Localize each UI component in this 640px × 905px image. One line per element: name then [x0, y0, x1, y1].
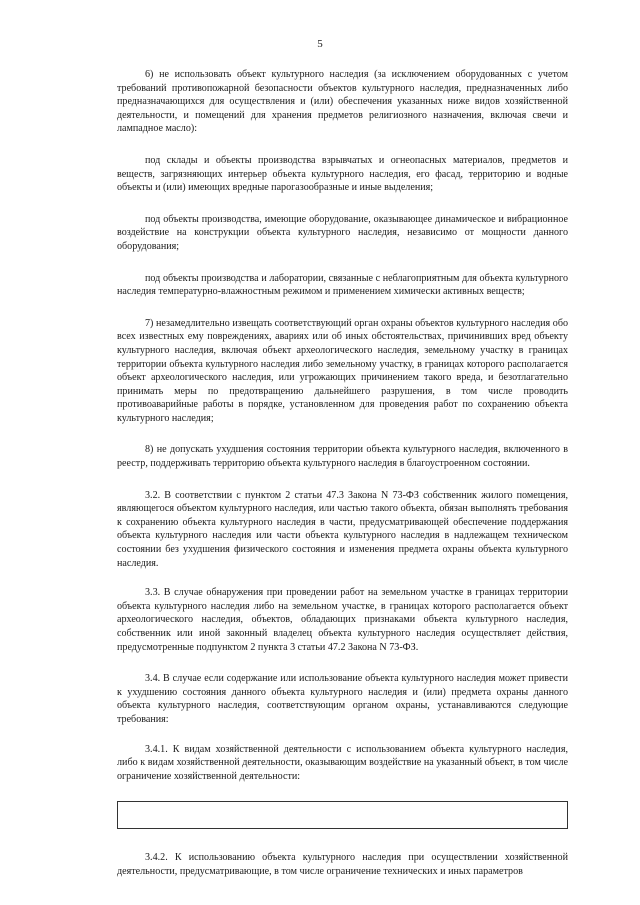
paragraph-7: 7) незамедлительно извещать соответствующий орган охраны объектов культурного наследия обо всех известных ему повреждениях, авариях или об иных обстоятельствах, причинивших вред объекту культурного наследия, включая объект археологического наследия, земельному участку в границах территории объекта культурного наследия либо земельному участку, в границах которого располагается объект археологического наследия, или угрожающих причинением такого вреда, и безотлагательно принимать меры по предотвращению дальнейшего разрушения, в том числе проводить противоаварийные работы в порядке, установленном для проведения работ по сохранению объекта культурного наследия;	[117, 317, 568, 424]
paragraph-3-4-1: 3.4.1. К видам хозяйственной деятельности с использованием объекта культурного наследия, либо к видам хозяйственной деятельности, оказывающим воздействие на указанный объект, в том числе ограничение хозяйственной деятельности:	[117, 743, 568, 782]
paragraph-3-4: 3.4. В случае если содержание или использование объекта культурного наследия может привести к ухудшению состояния данного объекта культурного наследия и (или) предмета охраны данного объекта культурного наследия, соответствующим органом охраны, устанавливаются следующие требования:	[117, 673, 568, 725]
paragraph-3-3: 3.3. В случае обнаружения при проведении работ на земельном участке в границах территории объекта культурного наследия либо на земельном участке, в границах которого располагается объект археологического наследия, объектов, обладающих признаками объекта культурного наследия, собственник или иной законный владелец объекта культурного наследия осуществляет действия, предусмотренные подпунктом 2 пункта 3 статьи 47.2 Закона N 73-ФЗ.	[117, 587, 568, 653]
empty-table-box	[117, 801, 568, 829]
paragraph-6-item-warehouses: под склады и объекты производства взрывчатых и огнеопасных материалов, предметов и веществ, загрязняющих интерьер объекта культурного наследия, его фасад, территорию и водные объекты и (или) имеющих вредные парогазообразные и иные выделения;	[117, 154, 568, 194]
document-body	[117, 68, 568, 897]
paragraph-3-2: 3.2. В соответствии с пунктом 2 статьи 47.3 Закона N 73-ФЗ собственник жилого помещения, являющегося объектом культурного наследия, или частью такого объекта, обязан выполнять требования к сохранению объекта культурного наследия в части, предусматривающей обеспечение поддержания объекта культурного наследия или части объекта культурного наследия в надлежащем техническом состоянии без ухудшения физического состояния и изменения предмета охраны объекта культурного наследия.	[117, 489, 568, 569]
paragraph-6: 6) не использовать объект культурного наследия (за исключением оборудованных с учетом требований противопожарной безопасности объектов культурного наследия, предназначенных либо предназначающихся для осуществления и (или) обеспечения указанных ниже видов хозяйственной деятельности, и помещений для хранения предметов религиозного назначения, включая свечи и лампадное масло):	[117, 69, 568, 135]
paragraph-6-item-laboratories: под объекты производства и лаборатории, связанные с неблагоприятным для объекта культурного наследия температурно-влажностным режимом и применением химически активных веществ;	[117, 272, 568, 298]
paragraph-3-4-2: 3.4.2. К использованию объекта культурного наследия при осуществлении хозяйственной деятельности, предусматривающие, в том числе ограничение технических и иных параметров	[117, 852, 568, 877]
paragraph-6-item-production: под объекты производства, имеющие оборудование, оказывающее динамическое и вибрационное воздействие на конструкции объекта культурного наследия, независимо от мощности данного оборудования;	[117, 213, 568, 252]
page-number: 5	[317, 38, 323, 50]
paragraph-8: 8) не допускать ухудшения состояния территории объекта культурного наследия, включенного в реестр, поддерживать территорию объекта культурного наследия в благоустроенном состоянии.	[117, 444, 568, 470]
